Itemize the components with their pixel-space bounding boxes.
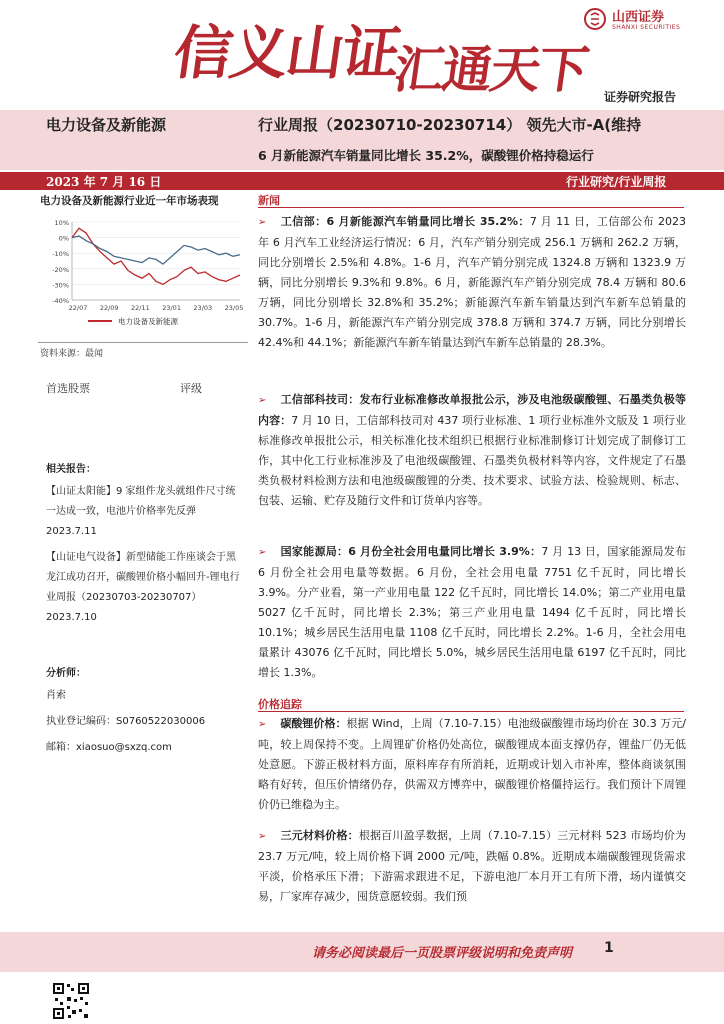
analyst-email[interactable]: 邮箱：xiaosuo@sxzq.com (46, 742, 172, 753)
y-tick-label: 0% (58, 234, 69, 243)
y-tick-label: -30% (52, 281, 69, 290)
arrow-bullet-icon: ➢ (258, 547, 267, 558)
chart-title: 电力设备及新能源行业近一年市场表现 (40, 195, 219, 207)
report-date: 2023 年 7 月 16 日 (46, 175, 162, 189)
price-lead: 三元材料价格： (280, 829, 359, 842)
news-lead: 工信部：6 月新能源汽车销量同比增长 35.2%： (280, 215, 530, 228)
series-line (72, 236, 240, 264)
related-report-date: 2023.7.10 (46, 612, 97, 623)
analyst-cert-number: 执业登记编码：S0760522030006 (46, 716, 206, 727)
news-text: 7 月 11 日，工信部公布 2023 年 6 月汽车工业经济运行情况：6 月，汽车产销分别完成 256.1 万辆和 262.2 万辆，同比分别增长 2.5%和 4.8%。1-6 月，汽车产销分别完成 1324.8 万辆和 1323.9 万辆，同比分别增长 9.3%和 9.8%。6 月，新能源汽车产销分别完成 78.4 万辆和 80.6 万辆，同比分别增长 32.8%和 35.2%；新能源汽车新车销量达到汽车新车总销量的 30.7%。1-6 月，新能源汽车产销分别完成 378.8 万辆和 374.7 万辆，同比分别增长 42.4%和 44.1%；新能源汽车新车销量达到汽车新车总销量的 28.3%。 (258, 215, 686, 349)
price-item (258, 714, 686, 815)
x-tick-label: 22/11 (131, 304, 150, 312)
disclaimer-notice: 请务必阅读最后一页股票评级说明和免责声明 (312, 946, 573, 961)
slogan-part2: 汇通天下 (390, 40, 591, 99)
news-item (258, 390, 686, 511)
y-tick-label: -20% (52, 265, 69, 274)
related-report-title: 【山证太阳能】9 家组件龙头就组件尺寸统一达成一致，电池片价格率先反弹 (46, 486, 236, 517)
preferred-stocks-header: 首选股票 (46, 382, 90, 395)
page-number: 1 (604, 940, 614, 956)
logo-name-cn: 山西证券 (612, 10, 665, 25)
logo-name-en: SHANXI SECURITIES (612, 24, 681, 31)
rating-header: 评级 (180, 382, 202, 395)
news-item (258, 542, 686, 683)
related-report-item[interactable] (46, 548, 242, 628)
y-tick-label: -40% (52, 297, 69, 305)
x-tick-label: 23/05 (224, 304, 244, 312)
arrow-bullet-icon: ➢ (258, 395, 267, 406)
price-item (258, 826, 686, 907)
divider (258, 207, 684, 208)
related-report-date: 2023.7.11 (46, 526, 97, 537)
series-line (72, 228, 240, 284)
price-lead: 碳酸锂价格： (280, 717, 347, 730)
news-lead: 国家能源局：6 月份全社会用电量同比增长 3.9%： (280, 545, 542, 558)
arrow-bullet-icon: ➢ (258, 217, 267, 228)
price-text: 根据 Wind，上周（7.10-7.15）电池级碳酸锂市场均价在 30.3 万元/吨，较上周保持不变。上周锂矿价格仍处高位，碳酸锂成本面支撑仍存，锂盐厂仍无低处意愿。下游正极材料方面，原料库存有所消耗，近期或计划入市补库，整体商谈氛围略有好转，但压价情绪仍存，供需双方博弈中，碳酸锂价格僵持运行。我们预计下周锂价仍已维稳为主。 (258, 717, 686, 811)
related-report-title: 【山证电气设备】新型储能工作座谈会于黑龙江成功召开，碳酸锂价格小幅回升-锂电行业周报（20230703-20230707） (46, 552, 240, 603)
report-category: 行业研究/行业周报 (566, 175, 667, 189)
arrow-bullet-icon: ➢ (258, 831, 267, 842)
analyst-header: 分析师： (46, 668, 86, 679)
divider (38, 342, 248, 343)
qr-code-icon (52, 982, 90, 1020)
x-tick-label: 22/07 (68, 304, 88, 312)
legend-label: 电力设备及新能源 (118, 317, 178, 326)
divider (258, 711, 684, 712)
report-subtitle: 6 月新能源汽车销量同比增长 35.2%，碳酸锂价格持稳运行 (258, 148, 594, 163)
news-item (258, 212, 686, 353)
news-lead: 工信部科技司：发布行业标准修改单报批公示，涉及电池级碳酸锂、石墨类负极等内容： (258, 393, 686, 427)
y-tick-label: 10% (54, 219, 69, 227)
x-tick-label: 23/03 (193, 304, 213, 312)
market-performance-chart (38, 214, 246, 332)
analyst-name: 肖索 (46, 690, 66, 701)
report-type-label: 证券研究报告 (604, 90, 677, 104)
related-report-item[interactable] (46, 482, 242, 542)
company-logo-icon (584, 8, 606, 30)
related-reports-header: 相关报告： (46, 464, 96, 475)
weekly-report-title: 行业周报（20230710-20230714） 领先大市-A(维持 (258, 116, 642, 134)
section-news-header: 新闻 (258, 194, 280, 207)
price-text: 根据百川盈孚数据，上周（7.10-7.15）三元材料 523 市场均价为 23.7 万元/吨，较上周价格下调 2000 元/吨，跌幅 0.8%。近期成本端碳酸锂现货需求平淡，价格承压下滑；下游需求跟进不足，下游电池厂本月开工有所下滑，场内谨慎交易，厂家库存减少，囤货意愿较弱。我们预 (258, 829, 686, 903)
sector-title: 电力设备及新能源 (46, 116, 167, 134)
x-tick-label: 23/01 (162, 304, 181, 312)
section-price-header: 价格追踪 (258, 698, 302, 711)
slogan-part1: 信义山证 (169, 19, 404, 87)
chart-source: 资料来源：最闻 (40, 349, 104, 359)
arrow-bullet-icon: ➢ (258, 719, 267, 730)
news-text: 7 月 13 日，国家能源局发布 6 月份全社会用电量等数据。6 月份，全社会用电量 7751 亿千瓦时，同比增长 3.9%。分产业看，第一产业用电量 122 亿千瓦时，同比增长 14.0%；第二产业用电量 5027 亿千瓦时，同比增长 2.3%；第三产业用电量 1494 亿千瓦时，同比增长 10.1%；城乡居民生活用电量 1108 亿千瓦时，同比增长 2.2%。1-6 月，全社会用电量累计 43076 亿千瓦时，同比增长 5.0%，城乡居民生活用电量 6197 亿千瓦时，同比增长 1.3%。 (258, 545, 686, 679)
news-text: 7 月 10 日，工信部科技司对 437 项行业标准、1 项行业标准外文版及 1 项行业标准修改单报批公示，相关标准化技术组织已根据行业标准制修订计划完成了制修订工作，其中化工行业标准涉及了电池级碳酸锂、石墨类负极材料等内容，文件规定了石墨类负极材料检测方法和电池级碳酸锂的分类、技术要求、试验方法、检验规则、标志、包装、运输、贮存及随行文件和订货单内容等。 (258, 414, 687, 507)
y-tick-label: -10% (52, 250, 69, 259)
x-tick-label: 22/09 (99, 304, 119, 312)
